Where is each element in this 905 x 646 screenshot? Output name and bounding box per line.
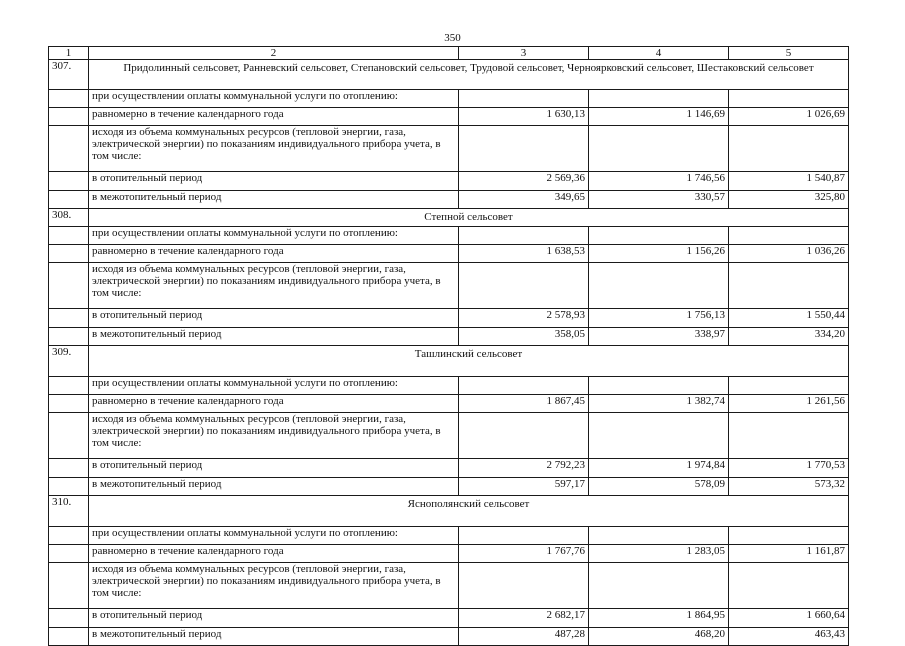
section-header-row [49, 209, 849, 227]
section-header-row [49, 60, 849, 90]
empty-cell [459, 227, 589, 245]
value-cell: 468,20 [589, 628, 729, 646]
table-header-row [49, 47, 849, 60]
section-title: Ташлинский сельсовет [89, 346, 849, 377]
value-cell: 1 638,53 [459, 245, 589, 263]
off-heating-period-label: в межотопительный период [89, 478, 459, 496]
empty-cell [459, 527, 589, 545]
section-title: Придолинный сельсовет, Ранневский сельсовет, Степановский сельсовет, Трудовой сельсовет, Черноярковский сельсовет, Шестаковский сельсовет [89, 60, 849, 90]
value-cell: 1 540,87 [729, 172, 849, 191]
empty-cell [589, 227, 729, 245]
heating-payment-label: при осуществлении оплаты коммунальной услуги по отоплению: [89, 377, 459, 395]
table-row [49, 377, 849, 395]
empty-cell [49, 172, 89, 191]
table-row [49, 108, 849, 126]
column-number-4: 4 [589, 47, 729, 60]
value-cell: 1 026,69 [729, 108, 849, 126]
off-heating-period-label: в межотопительный период [89, 628, 459, 646]
off-heating-period-label: в межотопительный период [89, 191, 459, 209]
empty-cell [589, 377, 729, 395]
empty-cell [459, 377, 589, 395]
meter-basis-label: исходя из объема коммунальных ресурсов (тепловой энергии, газа, электрической энергии) по показаниям индивидуального прибора учета, в том числе: [89, 563, 459, 609]
section-title: Степной сельсовет [89, 209, 849, 227]
table-row [49, 172, 849, 191]
table-row [49, 563, 849, 609]
value-cell: 358,05 [459, 328, 589, 346]
empty-cell [49, 126, 89, 172]
value-cell: 578,09 [589, 478, 729, 496]
table-row [49, 328, 849, 346]
table-row [49, 263, 849, 309]
heating-period-label: в отопительный период [89, 609, 459, 628]
value-cell: 1 283,05 [589, 545, 729, 563]
value-cell: 1 156,26 [589, 245, 729, 263]
column-number-3: 3 [459, 47, 589, 60]
value-cell: 1 974,84 [589, 459, 729, 478]
empty-cell [729, 90, 849, 108]
value-cell: 349,65 [459, 191, 589, 209]
value-cell: 1 550,44 [729, 309, 849, 328]
value-cell: 1 382,74 [589, 395, 729, 413]
empty-cell [729, 227, 849, 245]
empty-cell [459, 90, 589, 108]
table-row [49, 90, 849, 108]
empty-cell [729, 563, 849, 609]
empty-cell [729, 377, 849, 395]
empty-cell [589, 263, 729, 309]
empty-cell [49, 377, 89, 395]
table-row [49, 413, 849, 459]
table-row [49, 126, 849, 172]
table-row [49, 395, 849, 413]
table-row [49, 478, 849, 496]
value-cell: 1 867,45 [459, 395, 589, 413]
value-cell: 1 630,13 [459, 108, 589, 126]
value-cell: 334,20 [729, 328, 849, 346]
table-row [49, 191, 849, 209]
empty-cell [49, 478, 89, 496]
heating-payment-label: при осуществлении оплаты коммунальной услуги по отоплению: [89, 90, 459, 108]
section-number: 309. [49, 346, 89, 377]
section-header-row [49, 346, 849, 377]
empty-cell [729, 126, 849, 172]
off-heating-period-label: в межотопительный период [89, 328, 459, 346]
empty-cell [49, 309, 89, 328]
column-number-5: 5 [729, 47, 849, 60]
value-cell: 463,43 [729, 628, 849, 646]
value-cell: 1 746,56 [589, 172, 729, 191]
meter-basis-label: исходя из объема коммунальных ресурсов (тепловой энергии, газа, электрической энергии) по показаниям индивидуального прибора учета, в том числе: [89, 413, 459, 459]
value-cell: 1 660,64 [729, 609, 849, 628]
empty-cell [729, 527, 849, 545]
section-header-row [49, 496, 849, 527]
value-cell: 597,17 [459, 478, 589, 496]
value-cell: 1 770,53 [729, 459, 849, 478]
page-number: 350 [444, 32, 461, 44]
empty-cell [49, 245, 89, 263]
value-cell: 487,28 [459, 628, 589, 646]
empty-cell [459, 413, 589, 459]
uniform-payment-label: равномерно в течение календарного года [89, 108, 459, 126]
heating-period-label: в отопительный период [89, 309, 459, 328]
empty-cell [49, 227, 89, 245]
value-cell: 2 569,36 [459, 172, 589, 191]
table-row [49, 459, 849, 478]
value-cell: 1 261,56 [729, 395, 849, 413]
value-cell: 2 792,23 [459, 459, 589, 478]
empty-cell [49, 459, 89, 478]
table-row [49, 227, 849, 245]
empty-cell [49, 413, 89, 459]
empty-cell [459, 263, 589, 309]
table-row [49, 609, 849, 628]
empty-cell [49, 328, 89, 346]
empty-cell [49, 563, 89, 609]
section-title: Яснополянский сельсовет [89, 496, 849, 527]
tariff-table [48, 46, 849, 646]
empty-cell [49, 263, 89, 309]
column-number-1: 1 [49, 47, 89, 60]
empty-cell [49, 628, 89, 646]
empty-cell [729, 263, 849, 309]
empty-cell [729, 413, 849, 459]
value-cell: 1 767,76 [459, 545, 589, 563]
section-number: 308. [49, 209, 89, 227]
value-cell: 573,32 [729, 478, 849, 496]
empty-cell [49, 527, 89, 545]
empty-cell [589, 90, 729, 108]
section-number: 310. [49, 496, 89, 527]
empty-cell [49, 108, 89, 126]
value-cell: 330,57 [589, 191, 729, 209]
column-number-2: 2 [89, 47, 459, 60]
value-cell: 338,97 [589, 328, 729, 346]
empty-cell [49, 191, 89, 209]
table-row [49, 527, 849, 545]
heating-period-label: в отопительный период [89, 172, 459, 191]
heating-payment-label: при осуществлении оплаты коммунальной услуги по отоплению: [89, 227, 459, 245]
table-row [49, 628, 849, 646]
empty-cell [49, 90, 89, 108]
value-cell: 2 578,93 [459, 309, 589, 328]
uniform-payment-label: равномерно в течение календарного года [89, 545, 459, 563]
empty-cell [589, 126, 729, 172]
value-cell: 2 682,17 [459, 609, 589, 628]
heating-payment-label: при осуществлении оплаты коммунальной услуги по отоплению: [89, 527, 459, 545]
meter-basis-label: исходя из объема коммунальных ресурсов (тепловой энергии, газа, электрической энергии) по показаниям индивидуального прибора учета, в том числе: [89, 263, 459, 309]
table-row [49, 545, 849, 563]
empty-cell [49, 395, 89, 413]
empty-cell [589, 527, 729, 545]
empty-cell [589, 413, 729, 459]
uniform-payment-label: равномерно в течение календарного года [89, 395, 459, 413]
value-cell: 1 864,95 [589, 609, 729, 628]
empty-cell [459, 563, 589, 609]
table-row [49, 245, 849, 263]
table-row [49, 309, 849, 328]
value-cell: 325,80 [729, 191, 849, 209]
heating-period-label: в отопительный период [89, 459, 459, 478]
value-cell: 1 036,26 [729, 245, 849, 263]
section-number: 307. [49, 60, 89, 90]
empty-cell [49, 609, 89, 628]
value-cell: 1 161,87 [729, 545, 849, 563]
empty-cell [589, 563, 729, 609]
value-cell: 1 146,69 [589, 108, 729, 126]
empty-cell [459, 126, 589, 172]
uniform-payment-label: равномерно в течение календарного года [89, 245, 459, 263]
value-cell: 1 756,13 [589, 309, 729, 328]
empty-cell [49, 545, 89, 563]
meter-basis-label: исходя из объема коммунальных ресурсов (тепловой энергии, газа, электрической энергии) по показаниям индивидуального прибора учета, в том числе: [89, 126, 459, 172]
